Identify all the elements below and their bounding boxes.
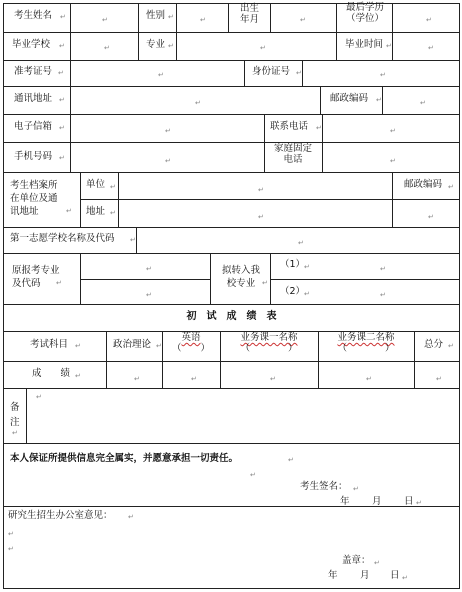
major1-score-field[interactable] (221, 362, 317, 387)
exam-no-label: 准考证号 (14, 66, 53, 77)
school-label: 毕业学校 (12, 39, 51, 50)
office-opinion-label: 研究生招生办公室意见： (8, 510, 113, 521)
birth-label: 出生 年月 (240, 3, 260, 25)
declaration-date-day: 日 (404, 496, 414, 507)
id-no-label: 身份证号 (252, 66, 291, 77)
score-row-label: 成 绩 (32, 368, 71, 379)
major2-label: 业务课二名称 （ ） (337, 332, 395, 354)
transfer-major-label: 拟转入我 校专业 (221, 265, 260, 289)
grad-time-field[interactable] (393, 33, 458, 59)
total-label: 总分 (424, 339, 444, 350)
candidate-signature-field[interactable] (352, 478, 452, 494)
archive-label: 考生档案所 在单位及通 讯地址 (10, 180, 58, 217)
archive-unit-field[interactable] (119, 173, 391, 198)
gender-label: 性别 (146, 10, 166, 21)
major1-label: 业务课一名称 （ ） (240, 332, 298, 354)
orig-major-label: 原报考专业 及代码 (12, 265, 60, 289)
office-seal-label: 盖章： (342, 555, 371, 566)
transfer-option-1-label: （1） (280, 259, 306, 270)
mobile-label: 手机号码 (14, 151, 53, 162)
transfer-major-field-2[interactable] (300, 280, 458, 303)
orig-major-field-2[interactable] (81, 280, 209, 303)
declaration-date-month: 月 (372, 496, 382, 507)
email-label: 电子信箱 (14, 121, 53, 132)
table-border-right (459, 3, 460, 589)
first-choice-label: 第一志愿学校名称及代码 (10, 233, 115, 244)
exam-no-field[interactable] (71, 61, 243, 85)
candidate-signature-label: 考生签名： (300, 481, 348, 492)
major-label: 专业 (146, 39, 166, 50)
table-border-bottom (3, 588, 460, 589)
archive-postcode-field[interactable] (393, 200, 458, 226)
postcode-label: 邮政编码 (330, 93, 369, 104)
remarks-field[interactable] (27, 389, 458, 442)
name-label: 考生姓名 (14, 10, 53, 21)
major-field[interactable] (177, 33, 335, 59)
phone-label: 联系电话 (270, 121, 309, 132)
subjects-label: 考试科目 (30, 339, 69, 350)
home-phone-label: 家庭固定 电话 (273, 143, 312, 165)
english-label: 英语 （ ） (171, 332, 210, 354)
archive-address-field[interactable] (119, 200, 391, 226)
grad-time-label: 毕业时间 (345, 39, 384, 50)
remarks-label: 备 注 (10, 402, 20, 429)
degree-label: 最后学历 （学位） (345, 2, 384, 24)
archive-postcode-label: 邮政编码 (404, 179, 443, 190)
transfer-option-2-label: （2） (280, 286, 306, 297)
scores-table-title: 初 试 成 绩 表 (186, 311, 277, 322)
office-date-day: 日 (390, 570, 400, 581)
office-date-month: 月 (360, 570, 370, 581)
orig-major-field-1[interactable] (81, 254, 209, 278)
office-date-year: 年 (328, 570, 338, 581)
unit-label: 单位 (86, 179, 106, 190)
declaration-date-year: 年 (340, 496, 350, 507)
admission-transfer-form: 考生姓名 ↵ ↵ 性别 ↵ ↵ 出生 年月 ↵ 最后学历 （学位） ↵ 毕业学校 ↵ ↵ 专业 ↵ ↵ 毕业时间 ↵ ↵ 准考证号 ↵ ↵ 身份证号 ↵ ↵ 通讯地址 ↵ ↵ 邮政编码 ↵ ↵ 电子信箱 ↵ ↵ 联系电话 ↵ ↵ 手机号码 ↵ ↵ 家庭固定 电话 ↵ 考生档案所 在单位及通 讯地址 ↵ 单位 ↵ ↵ 邮政编码 ↵ 地址 ↵ ↵ ↵ 第一志愿学校名称及代码 ↵ ↵ 原报考专业 及代码 ↵ ↵ ↵ 拟转入我 校专业 ↵ （1） ↵ ↵ （2） ↵ ↵ 初 试 成 绩 表 考试科目 ↵ 政治理论 ↵ 英语 （ ） 业务课一名称 （ ） 业务课二名称 （ ） 总分 ↵ 成 绩 ↵ ↵ ↵ ↵ ↵ ↵ 备 注 ↵ ↵ 本人保证所提供信息完全属实，并愿意承担一切责任。 ↵ ↵ 考生签名： ↵ 年 月 日 ↵ 研究生招生办公室意见： ↵ ↵ ↵ 盖章： ↵ 年 月 日 ↵ (0, 0, 462, 592)
transfer-major-field-1[interactable] (300, 254, 458, 278)
table-border-left (3, 3, 4, 589)
name-field[interactable] (71, 4, 137, 31)
declaration-text: 本人保证所提供信息完全属实，并愿意承担一切责任。 (10, 453, 239, 464)
politics-label: 政治理论 (113, 339, 152, 350)
address-label: 通讯地址 (14, 93, 53, 104)
addr-label: 地址 (86, 206, 106, 217)
office-opinion-field[interactable] (6, 524, 456, 554)
